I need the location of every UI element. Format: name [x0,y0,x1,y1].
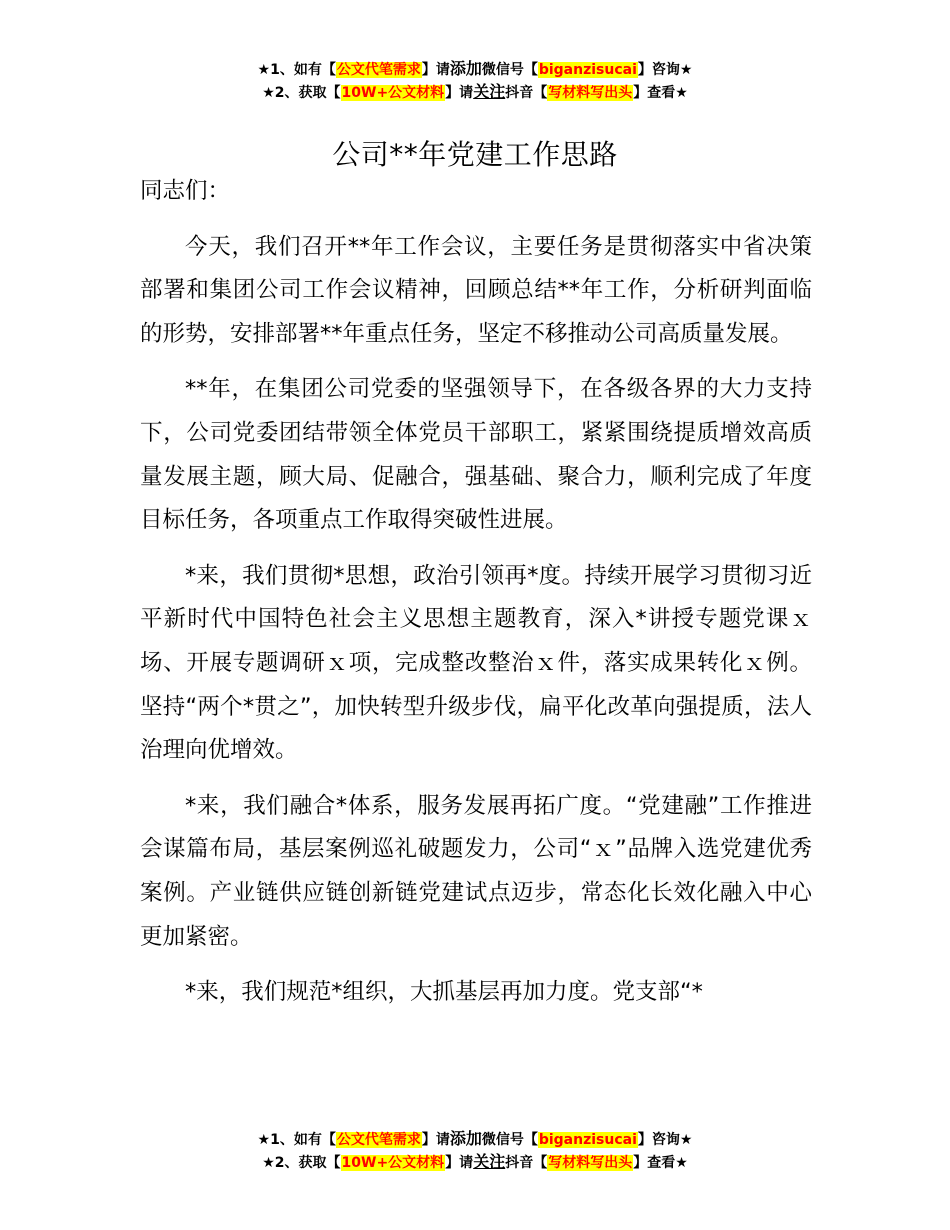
promo-highlight-wechat-id: biganzisucai [538,1132,637,1148]
promo-line-2: ★2、获取【10W+公文材料】请关注抖音【写材料写出头】查看★ [262,82,688,101]
paragraph: *来，我们规范*组织，大抓基层再加力度。党支部“* [185,979,703,1006]
bottom-promo-banner [0,1128,950,1174]
paragraph: 今天，我们召开**年工作会议，主要任务是贯彻落实中省决策部署和集团公司工作会议精神，回顾总结**年工作，分析研判面临的形势，安排部署**年重点任务，坚定不移推动公司高质量发展。 [140,233,812,347]
document-title: 公司**年党建工作思路 [332,137,618,171]
paragraph: **年，在集团公司党委的坚强领导下，在各级各界的大力支持下，公司党委团结带领全体党员干部职工，紧紧围绕提质增效高质量发展主题，顾大局、促融合，强基础、聚合力，顺利完成了年度目标任务，各项重点工作取得突破性进展。 [140,376,812,534]
promo-highlight-wechat-id: biganzisucai [538,62,637,78]
promo-highlight-douyin-account: 写材料写出头 [548,85,633,101]
promo-highlight-writing-service: 公文代笔需求 [336,62,421,78]
promo-highlight-writing-service: 公文代笔需求 [336,1132,421,1148]
promo-highlight-materials: 10W+公文材料 [341,1155,445,1171]
top-promo-banner [0,58,950,104]
promo-line-1: ★1、如有【公文代笔需求】请添加微信号【biganzisucai】咨询★ [257,59,693,78]
promo-line-2: ★2、获取【10W+公文材料】请关注抖音【写材料写出头】查看★ [262,1152,688,1171]
promo-highlight-materials: 10W+公文材料 [341,85,445,101]
promo-line-1: ★1、如有【公文代笔需求】请添加微信号【biganzisucai】咨询★ [257,1129,693,1148]
promo-highlight-douyin-account: 写材料写出头 [548,1155,633,1171]
paragraph: *来，我们贯彻*思想，政治引领再*度。持续开展学习贯彻习近平新时代中国特色社会主义思想主题教育，深入*讲授专题党课ｘ场、开展专题调研ｘ项，完成整改整治ｘ件，落实成果转化ｘ例。坚持“两个*贯之”，加快转型升级步伐，扁平化改革向强提质，法人治理向优增效。 [140,562,812,764]
paragraph: *来，我们融合*体系，服务发展再拓广度。“党建融”工作推进会谋篇布局，基层案例巡礼破题发力，公司“ｘ”品牌入选党建优秀案例。产业链供应链创新链党建试点迈步，常态化长效化融入中心更加紧密。 [140,792,812,950]
document-body [140,170,812,1027]
salutation: 同志们： [140,178,231,204]
